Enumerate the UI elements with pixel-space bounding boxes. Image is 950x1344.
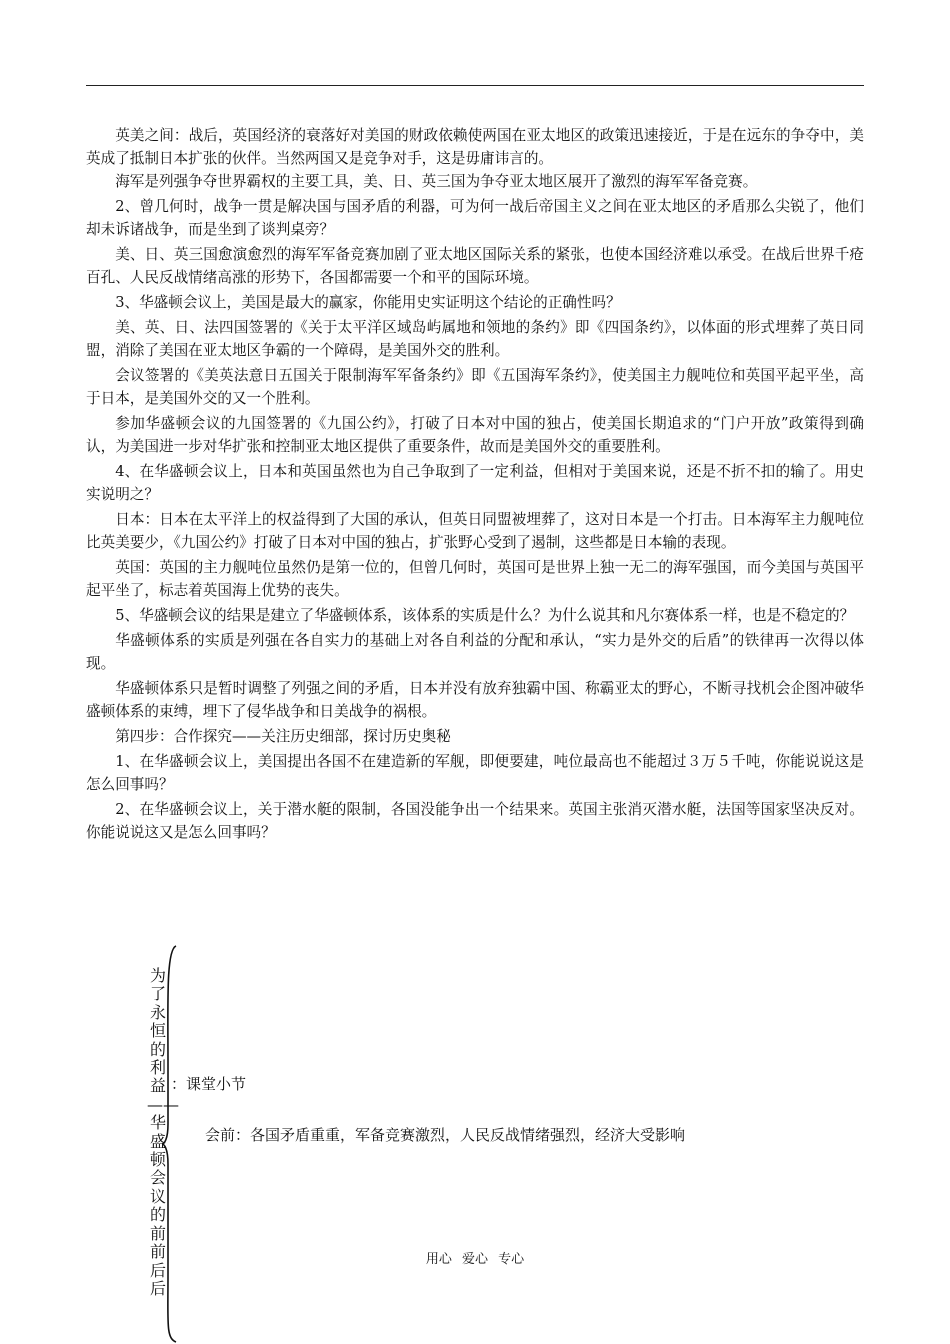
paragraph: 美、英、日、法四国签署的《关于太平洋区域岛屿属地和领地的条约》即《四国条约》，以体面的形式埋葬了英日同盟，消除了美国在亚太地区争霸的一个障碍，是美国外交的胜利。 <box>86 319 864 359</box>
paragraph: 英美之间：战后，英国经济的衰落好对美国的财政依赖使两国在亚太地区的政策迅速接近，于是在远东的争夺中，美英成了抵制日本扩张的伙伴。当然两国又是竞争对手，这是毋庸讳言的。 <box>86 127 864 167</box>
left-brace-icon <box>160 944 180 1344</box>
summary-line: 会前：各国矛盾重重，军备竞赛激烈，人民反战情绪强烈，经济大受影响 <box>205 1126 686 1144</box>
paragraph: 2、曾几何时，战争一贯是解决国与国矛盾的利器，可为何一战后帝国主义之间在亚太地区的矛盾那么尖锐了，他们却未诉诸战争，而是坐到了谈判桌旁？ <box>86 198 864 238</box>
paragraph: 5、华盛顿会议的结果是建立了华盛顿体系，该体系的实质是什么？为什么说其和凡尔赛体系一样，也是不稳定的？ <box>115 607 855 624</box>
paragraph: 1、在华盛顿会议上，美国提出各国不在建造新的军舰，即便要建，吨位最高也不能超过３万５千吨，你能说说这是怎么回事吗？ <box>86 753 864 793</box>
paragraph: 华盛顿体系只是暂时调整了列强之间的矛盾，日本并没有放弃独霸中国、称霸亚太的野心，不断寻找机会企图冲破华盛顿体系的束缚，埋下了侵华战争和日美战争的祸根。 <box>86 680 864 720</box>
paragraph: 日本：日本在太平洋上的权益得到了大国的承认，但英日同盟被埋葬了，这对日本是一个打击。日本海军主力舰吨位比英美要少，《九国公约》打破了日本对中国的独占，扩张野心受到了遏制，这些都是日本输的表现。 <box>86 511 864 551</box>
summary-label: ：课堂小节 <box>171 1075 247 1093</box>
paragraph: 英国：英国的主力舰吨位虽然仍是第一位的，但曾几何时，英国可是世界上独一无二的海军强国，而今美国与英国平起平坐了，标志着英国海上优势的丧失。 <box>86 559 864 599</box>
paragraph: 海军是列强争夺世界霸权的主要工具，美、日、英三国为争夺亚太地区展开了激烈的海军军备竞赛。 <box>115 173 758 190</box>
header-rule <box>86 85 864 86</box>
summary-vertical-title: 为了永恒的利益——华盛顿会议的前前后后 <box>147 966 179 1298</box>
paragraph: 华盛顿体系的实质是列强在各自实力的基础上对各自利益的分配和承认，“实力是外交的后盾”的铁律再一次得以体现。 <box>86 632 864 672</box>
paragraph: 美、日、英三国愈演愈烈的海军军备竞赛加剧了亚太地区国际关系的紧张，也使本国经济难以承受。在战后世界千疮百孔、人民反战情绪高涨的形势下，各国都需要一个和平的国际环境。 <box>86 246 864 286</box>
paragraph: 3、华盛顿会议上，美国是最大的赢家，你能用史实证明这个结论的正确性吗？ <box>115 294 621 311</box>
page-footer: 用心 爱心 专心 <box>425 1252 525 1267</box>
document-body <box>86 124 864 846</box>
paragraph: 2、在华盛顿会议上，关于潜水艇的限制，各国没能争出一个结果来。英国主张消灭潜水艇，法国等国家坚决反对。你能说说这又是怎么回事吗？ <box>86 801 864 841</box>
paragraph: 4、在华盛顿会议上，日本和英国虽然也为自己争取到了一定利益，但相对于美国来说，还是不折不扣的输了。用史实说明之？ <box>86 463 864 503</box>
paragraph: 第四步：合作探究——关注历史细部，探讨历史奥秘 <box>115 728 451 745</box>
paragraph: 会议签署的《美英法意日五国关于限制海军军备条约》即《五国海军条约》，使美国主力舰吨位和英国平起平坐，高于日本，是美国外交的又一个胜利。 <box>86 367 864 407</box>
paragraph: 参加华盛顿会议的九国签署的《九国公约》，打破了日本对中国的独占，使美国长期追求的“门户开放”政策得到确认，为美国进一步对华扩张和控制亚太地区提供了重要条件，故而是美国外交的重要胜利。 <box>86 415 864 455</box>
